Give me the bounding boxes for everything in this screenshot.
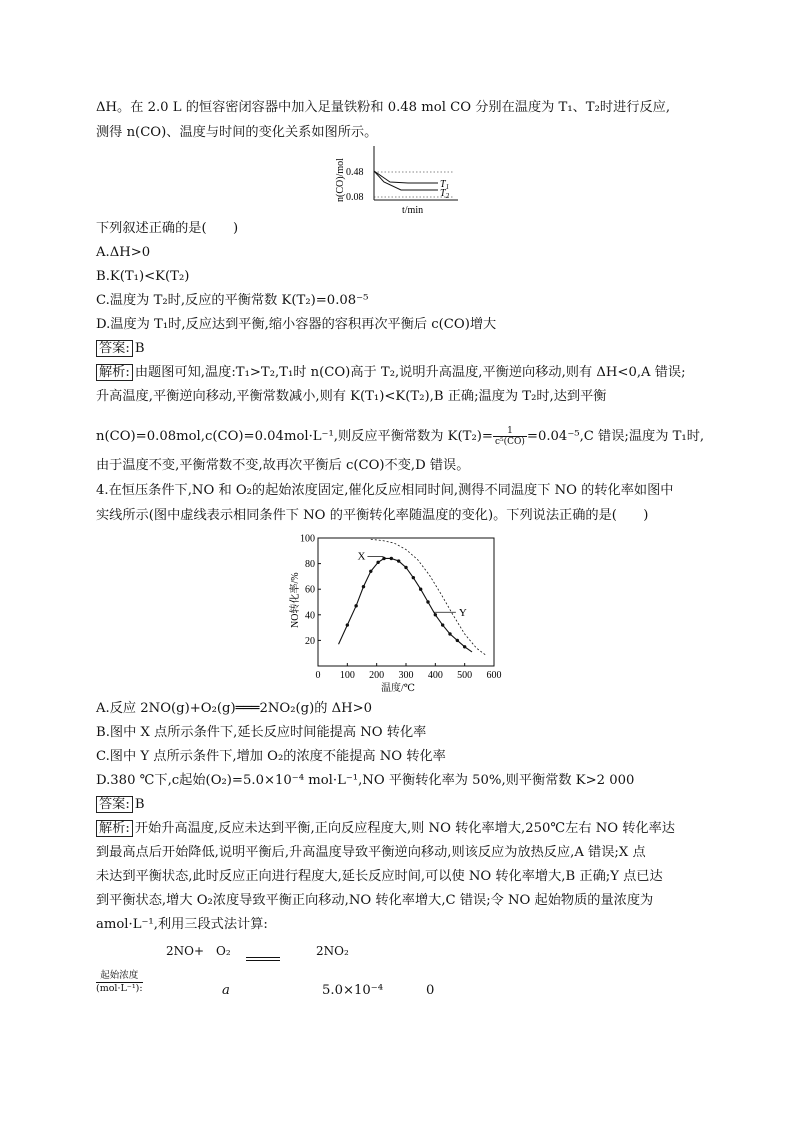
q4-answer [96,796,145,814]
data-point [354,604,357,607]
q4-stem-line2: 实线所示(图中虚线表示相同条件下 NO 的平衡转化率随温度的变化)。下列说法正确的是( ) [96,508,649,523]
x-tick-label: 100 [339,670,355,681]
q3-stem-line1: ΔH。在 2.0 L 的恒容密闭容器中加入足量铁粉和 0.48 mol CO 分别在温度为 T₁、T₂时进行反应, [96,100,671,115]
data-point [434,613,437,616]
analysis-label: 解析: [96,820,133,837]
data-point [448,632,451,635]
q3-analysis-line4: 由于温度不变,平衡常数不变,故再次平衡后 c(CO)不变,D 错误。 [96,458,470,473]
no-conversion-chart [282,528,512,696]
y-axis-label: NO转化率/% [290,572,301,628]
data-point [397,559,400,562]
q3-answer [96,340,145,358]
q3-curve-t2 [374,171,438,190]
k-fraction: $\frac{1}{\text{c⁵(CO)}}$ [494,426,525,447]
q4-analysis-line4: 到平衡状态,增大 O₂浓度导致平衡正向移动,NO 转化率增大,C 错误;令 NO 起始物质的量浓度为 [96,893,654,908]
q3-analysis-line1: 解析: 由题图可知,温度:T₁>T₂,T₁时 n(CO)高于 T₂,说明升高温度,平衡逆向移动,则有 ΔH<0,A 错误; [96,364,686,382]
origin-label: 0 [315,670,321,681]
q4-option-a: A.反应 2NO(g)+O₂(g)═══2NO₂(g)的 ΔH>0 [96,701,373,716]
equation-left: 2NO+ O₂ [166,944,231,958]
q3-tick-008: 0.08 [346,192,364,203]
data-point [346,623,349,626]
q4-analysis-line5: amol·L⁻¹,利用三段式法计算: [96,917,268,932]
row-label: 起始浓度 (mol·L⁻¹): [96,970,143,994]
data-point [426,600,429,603]
q3-option-c: C.温度为 T₂时,反应的平衡常数 K(T₂)=0.08⁻⁵ [96,293,369,308]
data-point [382,557,385,560]
data-point [419,588,422,591]
y-tick-label: 100 [300,533,315,545]
data-point [456,639,459,642]
q3-option-d: D.温度为 T₁时,反应达到平衡,缩小容器的容积再次平衡后 c(CO)增大 [96,317,497,332]
x-tick-label: 200 [369,670,385,681]
data-point [441,623,444,626]
q4-option-b: B.图中 X 点所示条件下,延长反应时间能提高 NO 转化率 [96,725,427,740]
data-point [463,645,466,648]
conversion-curve [339,558,472,651]
y-tick-label: 80 [305,559,315,571]
q3-option-a: A.ΔH>0 [96,245,151,260]
answer-value: B [134,341,145,356]
equilibrium-curve [371,539,487,655]
q3-graph [326,142,466,218]
y-tick-label: 60 [305,584,315,596]
analysis-label: 解析: [96,364,133,381]
data-point [362,585,365,588]
q4-option-d: D.380 ℃下,c起始(O₂)=5.0×10⁻⁴ mol·L⁻¹,NO 平衡转化率为 50%,则平衡常数 K>2 000 [96,773,635,788]
x-tick-label: 600 [486,670,502,681]
q3-analysis-line2: 升高温度,平衡逆向移动,平衡常数减小,则有 K(T₁)<K(T₂),B 正确;温度为 T₂时,达到平衡 [96,389,607,404]
data-point [390,557,393,560]
data-point [412,576,415,579]
q3-graph-ylabel: n(CO)/mol [335,158,346,202]
data-point [404,566,407,569]
q3-tick-048: 0.48 [346,167,364,178]
y-tick-label: 40 [305,610,315,622]
x-tick-label: 400 [427,670,443,681]
q3-graph-xlabel: t/min [402,205,424,216]
equation-right: 2NO₂ [316,944,349,958]
row-o2: 5.0×10⁻⁴ [322,983,384,998]
q3-label-t1: $T_1$ [440,179,450,191]
row-no2: 0 [426,983,435,998]
x-axis-label: 温度/℃ [381,683,415,694]
q3-question: 下列叙述正确的是( ) [96,221,239,236]
data-point [376,561,379,564]
q4-option-c: C.图中 Y 点所示条件下,增加 O₂的浓度不能提高 NO 转化率 [96,749,446,764]
row-a: a [222,983,230,998]
y-tick-label: 20 [305,635,315,647]
q4-analysis-line1: 解析: 开始升高温度,反应未达到平衡,正向反应程度大,则 NO 转化率增大,250℃左右 NO 转化率达 [96,820,675,838]
x-point-label: X [357,550,366,563]
q4-analysis-line2: 到最高点后开始降低,说明平衡后,升高温度导致平衡逆向移动,则该反应为放热反应,A 错误;X 点 [96,845,646,860]
y-point-label: Y [458,607,467,620]
q3-stem-line2: 测得 n(CO)、温度与时间的变化关系如图所示。 [96,125,378,140]
x-tick-label: 300 [398,670,414,681]
answer-label: 答案: [96,340,133,357]
q4-analysis-line3: 未达到平衡状态,此时反应正向进行程度大,延长反应时间,可以使 NO 转化率增大,B 正确;Y 点已达 [96,869,663,884]
equilibrium-sign [246,948,280,967]
q3-label-t2: $T_2$ [440,188,450,200]
q4-stem-line1: 4.在恒压条件下,NO 和 O₂的起始浓度固定,催化反应相同时间,测得不同温度下 NO 的转化率如图中 [96,483,674,498]
answer-label: 答案: [96,796,133,813]
data-point [369,570,372,573]
answer-value: B [134,797,145,812]
q3-option-b: B.K(T₁)<K(T₂) [96,269,190,284]
q3-analysis-line3: n(CO)=0.08mol,c(CO)=0.04mol·L⁻¹,则反应平衡常数为 K(T₂)= $\frac{1}{\text{c⁵(CO)}}$ =0.04⁻⁵,C 错误;温度为 T₁时, [96,426,705,447]
x-tick-label: 500 [457,670,473,681]
plot-frame [318,538,494,666]
